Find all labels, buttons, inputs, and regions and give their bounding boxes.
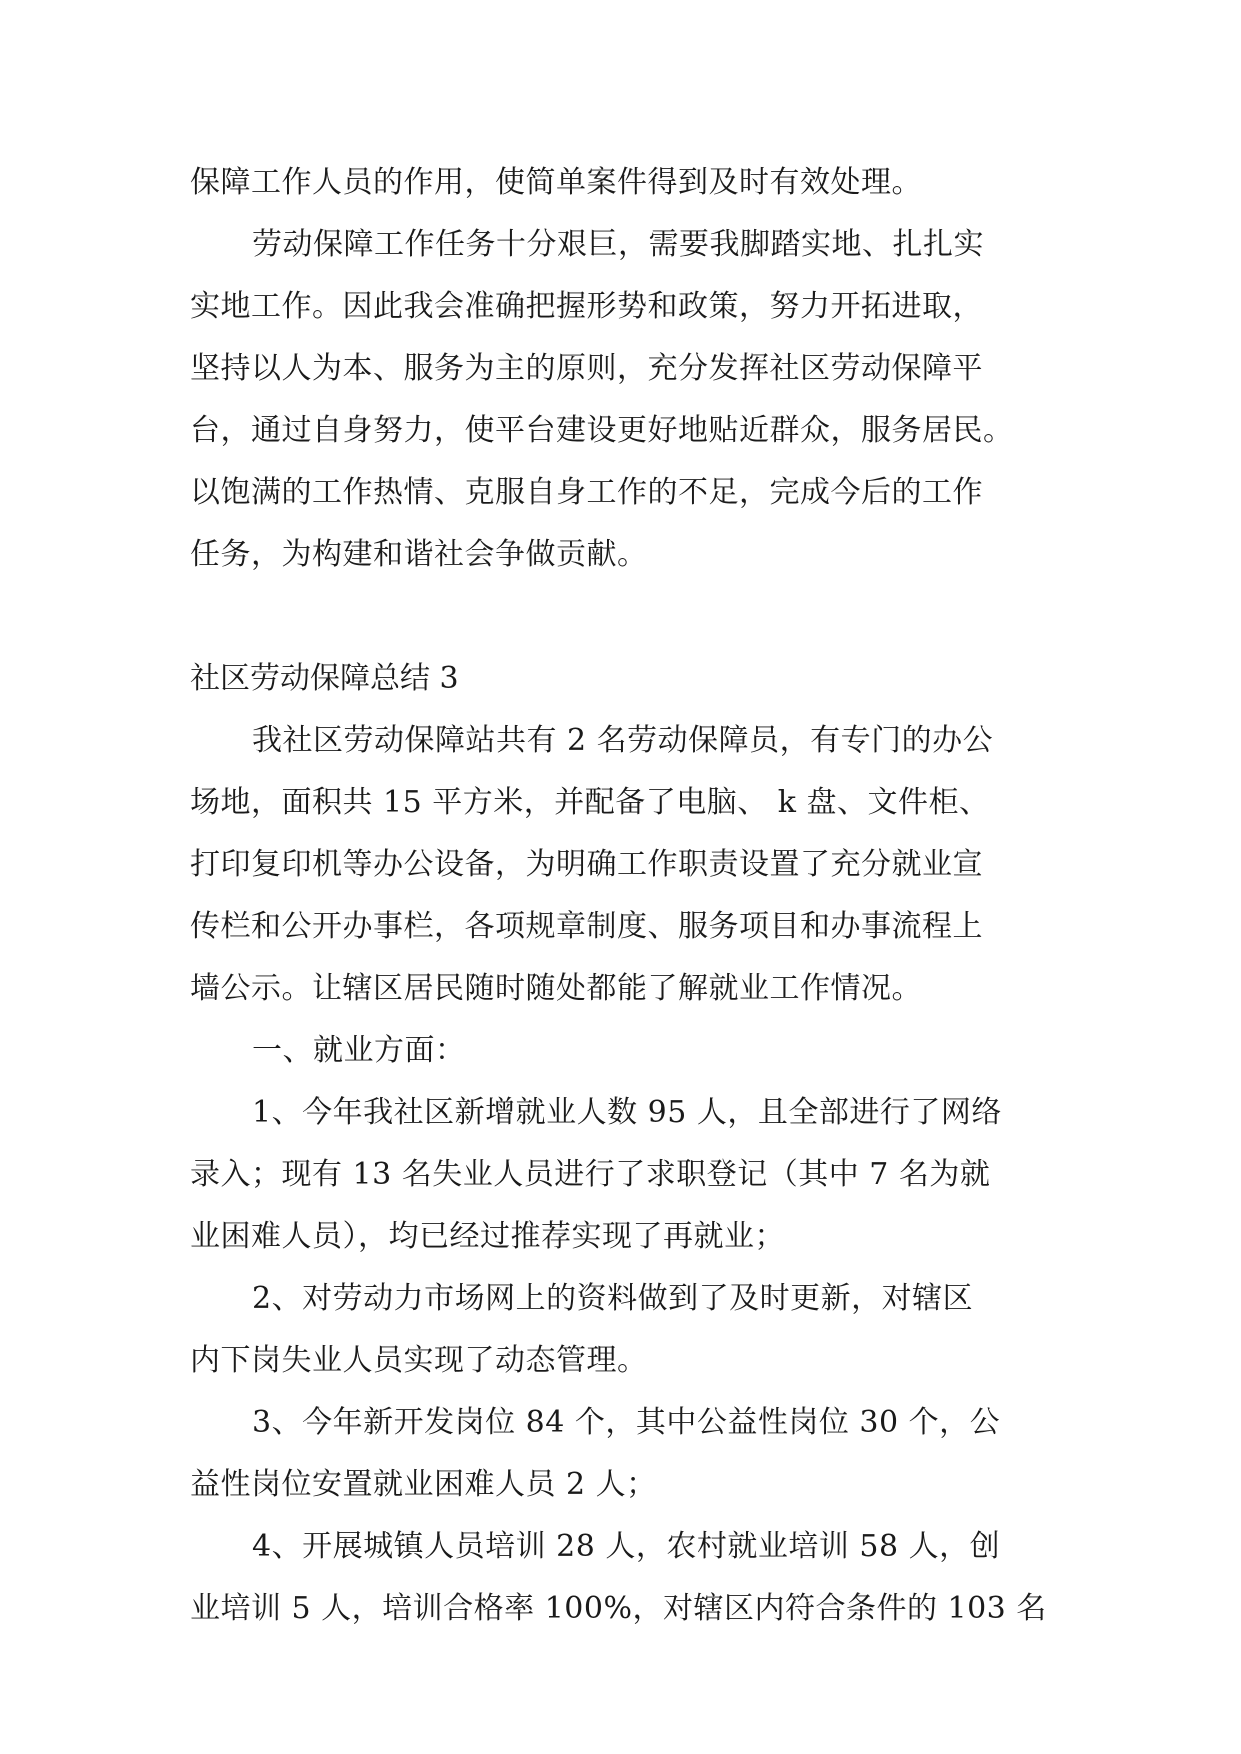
text-line: 实地工作。因此我会准确把握形势和政策，努力开拓进取， (190, 289, 983, 324)
list-item-first-line: 4、开展城镇人员培训 28 人，农村就业培训 58 人，创 (252, 1529, 1001, 1564)
text-line: 传栏和公开办事栏，各项规章制度、服务项目和办事流程上 (190, 909, 983, 944)
list-item-first-line: 3、今年新开发岗位 84 个，其中公益性岗位 30 个，公 (252, 1405, 1001, 1440)
list-item-first-line: 2、对劳动力市场网上的资料做到了及时更新，对辖区 (252, 1281, 974, 1316)
paragraph-first-line: 劳动保障工作任务十分艰巨，需要我脚踏实地、扎扎实 (252, 227, 984, 262)
text-line: 业困难人员），均已经过推荐实现了再就业； (190, 1219, 785, 1254)
text-line: 坚持以人为本、服务为主的原则，充分发挥社区劳动保障平 (190, 351, 983, 386)
text-line: 录入；现有 13 名失业人员进行了求职登记（其中 7 名为就 (190, 1157, 991, 1192)
text-line: 内下岗失业人员实现了动态管理。 (190, 1343, 648, 1378)
text-line: 任务，为构建和谐社会争做贡献。 (190, 537, 648, 572)
blank-line (190, 586, 1050, 648)
paragraph-first-line: 我社区劳动保障站共有 2 名劳动保障员，有专门的办公 (252, 723, 994, 758)
text-line: 场地，面积共 15 平方米，并配备了电脑、 k 盘、文件柜、 (190, 785, 990, 820)
text-line: 保障工作人员的作用，使简单案件得到及时有效处理。 (190, 165, 922, 200)
text-line: 以饱满的工作热情、克服自身工作的不足，完成今后的工作 (190, 475, 983, 510)
text-line: 业培训 5 人，培训合格率 100%，对辖区内符合条件的 103 名 (190, 1591, 1047, 1626)
document-page (190, 152, 1050, 1640)
text-line: 打印复印机等办公设备，为明确工作职责设置了充分就业宣 (190, 847, 983, 882)
list-item-first-line: 1、今年我社区新增就业人数 95 人，且全部进行了网络 (252, 1095, 1002, 1130)
text-line: 墙公示。让辖区居民随时随处都能了解就业工作情况。 (190, 971, 922, 1006)
text-line: 台，通过自身努力，使平台建设更好地贴近群众，服务居民。 (190, 413, 1014, 448)
section-title: 社区劳动保障总结 3 (190, 661, 459, 696)
text-line: 益性岗位安置就业困难人员 2 人； (190, 1467, 657, 1502)
subheading: 一、就业方面： (252, 1033, 466, 1068)
